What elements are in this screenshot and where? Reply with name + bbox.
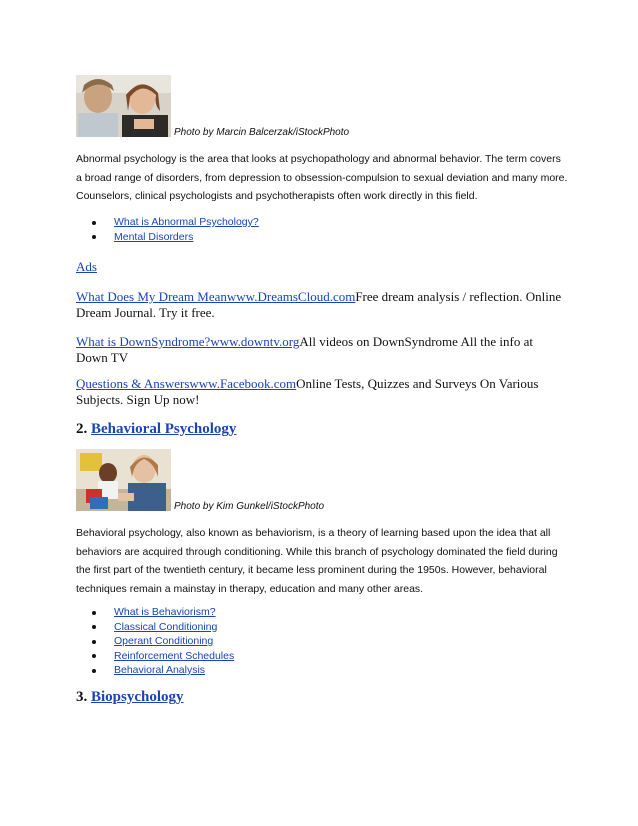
bullet-icon [92, 611, 96, 615]
bullet-icon [92, 654, 96, 658]
ad-item [76, 334, 566, 366]
ad-text: All videos on DownSyndrome All the info at Down TV [76, 334, 534, 365]
biopsychology-link[interactable]: Biopsychology [91, 689, 184, 705]
section-heading-biopsychology [76, 689, 184, 706]
bullet-icon [92, 640, 96, 644]
section-number: 3. [76, 689, 91, 705]
ad-url-link[interactable]: www.Facebook.com [189, 376, 297, 391]
ad-title-link[interactable]: What is DownSyndrome? [76, 334, 211, 349]
photo-caption: Photo by Marcin Balcerzak/iStockPhoto [174, 127, 350, 138]
ad-item [76, 376, 566, 408]
bullet-icon [92, 625, 96, 629]
ad-title-link[interactable]: Questions & Answers [76, 376, 190, 391]
link-mental-disorders[interactable]: Mental Disorders [114, 230, 194, 243]
therapy-session-photo [76, 75, 171, 137]
ad-item [76, 289, 566, 321]
behavioral-psychology-link[interactable]: Behavioral Psychology [91, 421, 237, 437]
section-number: 2. [76, 421, 91, 437]
link-operant-conditioning[interactable]: Operant Conditioning [114, 635, 214, 647]
bullet-icon [92, 669, 96, 673]
link-reinforcement-schedules[interactable]: Reinforcement Schedules [114, 649, 235, 662]
ad-url-link[interactable]: www.downtv.org [210, 334, 300, 349]
photo-caption: Photo by Kim Gunkel/iStockPhoto [174, 501, 325, 512]
link-what-is-behaviorism[interactable]: What is Behaviorism? [114, 606, 216, 618]
behavioral-psychology-paragraph: Behavioral psychology, also known as behaviorism, is a theory of learning based upon the idea that all behaviors are acquired through conditioning. While this branch of psychology dominated the field during the first part of the twentieth century, it became less prominent during the 1950s. However, behavioral techniques remain a mainstay in therapy, education and many other areas. [76, 527, 558, 595]
ad-text: Online Tests, Quizzes and Surveys On Various Subjects. Sign Up now! [76, 376, 539, 407]
ads-label[interactable]: Ads [76, 259, 97, 274]
ad-title-link[interactable]: What Does My Dream Mean [76, 289, 227, 304]
link-behavioral-analysis[interactable]: Behavioral Analysis [114, 664, 206, 676]
link-what-is-abnormal-psychology[interactable]: What is Abnormal Psychology? [114, 216, 259, 228]
ad-url-link[interactable]: www.DreamsCloud.com [226, 289, 356, 304]
bullet-icon [92, 235, 96, 239]
ad-text: Free dream analysis / reflection. Online Dream Journal. Try it free. [76, 289, 562, 320]
link-classical-conditioning[interactable]: Classical Conditioning [114, 620, 218, 633]
abnormal-psychology-paragraph: Abnormal psychology is the area that looks at psychopathology and abnormal behavior. The term covers a broad range of disorders, from depression to obsession-compulsion to sexual deviation and many more. Counselors, clinical psychologists and psychotherapists often work directly in this field. [76, 153, 568, 202]
child-therapy-photo [76, 449, 171, 511]
bullet-icon [92, 221, 96, 225]
section-heading-behavioral [76, 421, 236, 438]
